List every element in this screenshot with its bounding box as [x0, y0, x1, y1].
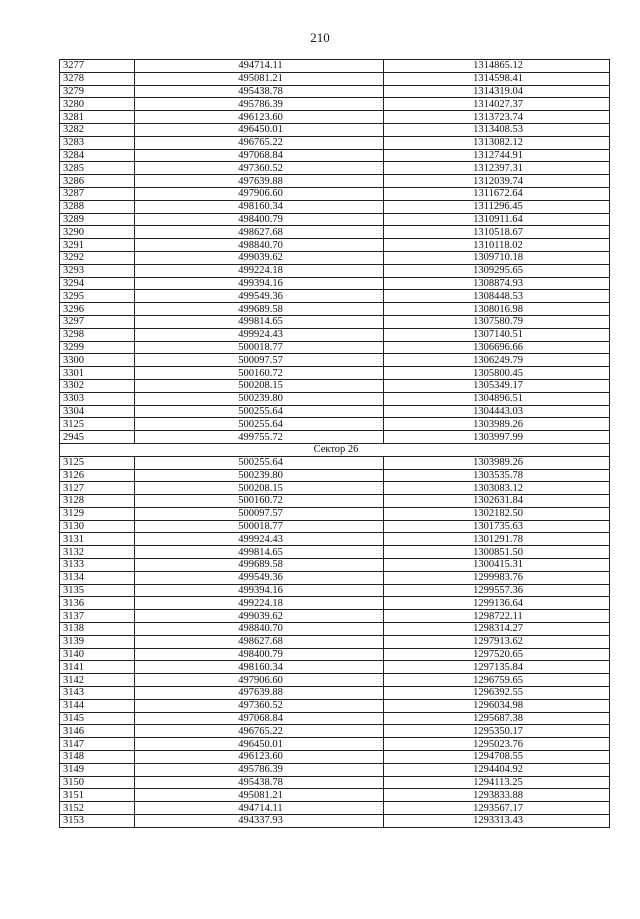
table-row — [60, 610, 610, 623]
point-number: 3278 — [60, 72, 135, 85]
point-number: 3287 — [60, 187, 135, 200]
y-coordinate: 1303535.78 — [384, 469, 610, 482]
y-coordinate: 1293313.43 — [384, 815, 610, 828]
x-coordinate: 495081.21 — [135, 72, 384, 85]
x-coordinate: 496450.01 — [135, 123, 384, 136]
y-coordinate: 1305800.45 — [384, 367, 610, 380]
y-coordinate: 1297520.65 — [384, 648, 610, 661]
x-coordinate: 494714.11 — [135, 802, 384, 815]
point-number: 3137 — [60, 610, 135, 623]
point-number: 3133 — [60, 559, 135, 572]
y-coordinate: 1307580.79 — [384, 315, 610, 328]
y-coordinate: 1294404.92 — [384, 763, 610, 776]
point-number: 3146 — [60, 725, 135, 738]
y-coordinate: 1313408.53 — [384, 123, 610, 136]
table-row — [60, 738, 610, 751]
table-row — [60, 392, 610, 405]
x-coordinate: 497906.60 — [135, 674, 384, 687]
point-number: 3290 — [60, 226, 135, 239]
table-row — [60, 251, 610, 264]
x-coordinate: 499549.36 — [135, 571, 384, 584]
point-number: 3128 — [60, 495, 135, 508]
table-row — [60, 405, 610, 418]
table-row — [60, 725, 610, 738]
y-coordinate: 1297135.84 — [384, 661, 610, 674]
x-coordinate: 496123.60 — [135, 751, 384, 764]
x-coordinate: 499755.72 — [135, 431, 384, 444]
x-coordinate: 498627.68 — [135, 635, 384, 648]
y-coordinate: 1308874.93 — [384, 277, 610, 290]
table-row — [60, 495, 610, 508]
x-coordinate: 498840.70 — [135, 623, 384, 636]
point-number: 3125 — [60, 418, 135, 431]
x-coordinate: 495786.39 — [135, 763, 384, 776]
point-number: 3282 — [60, 123, 135, 136]
table-row — [60, 559, 610, 572]
table-row — [60, 635, 610, 648]
point-number: 3301 — [60, 367, 135, 380]
table-row — [60, 815, 610, 828]
point-number: 3153 — [60, 815, 135, 828]
x-coordinate: 500018.77 — [135, 341, 384, 354]
x-coordinate: 500208.15 — [135, 482, 384, 495]
y-coordinate: 1304443.03 — [384, 405, 610, 418]
table-row — [60, 341, 610, 354]
y-coordinate: 1297913.62 — [384, 635, 610, 648]
x-coordinate: 499394.16 — [135, 277, 384, 290]
y-coordinate: 1311296.45 — [384, 200, 610, 213]
x-coordinate: 497068.84 — [135, 149, 384, 162]
point-number: 3144 — [60, 699, 135, 712]
x-coordinate: 500018.77 — [135, 520, 384, 533]
y-coordinate: 1312039.74 — [384, 175, 610, 188]
x-coordinate: 498400.79 — [135, 648, 384, 661]
x-coordinate: 499814.65 — [135, 546, 384, 559]
point-number: 3143 — [60, 687, 135, 700]
point-number: 3142 — [60, 674, 135, 687]
table-row — [60, 264, 610, 277]
table-row — [60, 546, 610, 559]
table-row — [60, 98, 610, 111]
x-coordinate: 499039.62 — [135, 610, 384, 623]
x-coordinate: 499039.62 — [135, 251, 384, 264]
x-coordinate: 497906.60 — [135, 187, 384, 200]
table-row — [60, 328, 610, 341]
table-row — [60, 482, 610, 495]
x-coordinate: 499689.58 — [135, 559, 384, 572]
x-coordinate: 495786.39 — [135, 98, 384, 111]
point-number: 3138 — [60, 623, 135, 636]
table-row — [60, 802, 610, 815]
y-coordinate: 1298314.27 — [384, 623, 610, 636]
point-number: 3285 — [60, 162, 135, 175]
y-coordinate: 1309710.18 — [384, 251, 610, 264]
y-coordinate: 1302631.84 — [384, 495, 610, 508]
y-coordinate: 1303989.26 — [384, 418, 610, 431]
x-coordinate: 499224.18 — [135, 597, 384, 610]
x-coordinate: 500160.72 — [135, 367, 384, 380]
x-coordinate: 499924.43 — [135, 328, 384, 341]
y-coordinate: 1303083.12 — [384, 482, 610, 495]
point-number: 3148 — [60, 751, 135, 764]
y-coordinate: 1304896.51 — [384, 392, 610, 405]
point-number: 3300 — [60, 354, 135, 367]
table-row — [60, 507, 610, 520]
point-number: 3129 — [60, 507, 135, 520]
y-coordinate: 1308016.98 — [384, 303, 610, 316]
table-row — [60, 290, 610, 303]
table-row — [60, 123, 610, 136]
table-row — [60, 277, 610, 290]
y-coordinate: 1306249.79 — [384, 354, 610, 367]
x-coordinate: 500255.64 — [135, 418, 384, 431]
table-row — [60, 213, 610, 226]
point-number: 3130 — [60, 520, 135, 533]
y-coordinate: 1300851.50 — [384, 546, 610, 559]
y-coordinate: 1300415.31 — [384, 559, 610, 572]
y-coordinate: 1295023.76 — [384, 738, 610, 751]
page-number: 210 — [310, 30, 330, 45]
x-coordinate: 498400.79 — [135, 213, 384, 226]
table-row — [60, 85, 610, 98]
table-row — [60, 712, 610, 725]
point-number: 3134 — [60, 571, 135, 584]
y-coordinate: 1313723.74 — [384, 111, 610, 124]
point-number: 3145 — [60, 712, 135, 725]
table-row — [60, 699, 610, 712]
point-number: 3288 — [60, 200, 135, 213]
table-row — [60, 584, 610, 597]
table-row — [60, 162, 610, 175]
y-coordinate: 1309295.65 — [384, 264, 610, 277]
point-number: 2945 — [60, 431, 135, 444]
coordinates-rows-upper — [60, 60, 610, 444]
table-row — [60, 226, 610, 239]
point-number: 3149 — [60, 763, 135, 776]
y-coordinate: 1310911.64 — [384, 213, 610, 226]
table-row — [60, 789, 610, 802]
x-coordinate: 498840.70 — [135, 239, 384, 252]
y-coordinate: 1295350.17 — [384, 725, 610, 738]
x-coordinate: 495438.78 — [135, 85, 384, 98]
point-number: 3289 — [60, 213, 135, 226]
y-coordinate: 1303989.26 — [384, 456, 610, 469]
y-coordinate: 1293567.17 — [384, 802, 610, 815]
point-number: 3294 — [60, 277, 135, 290]
point-number: 3132 — [60, 546, 135, 559]
x-coordinate: 496123.60 — [135, 111, 384, 124]
y-coordinate: 1296034.98 — [384, 699, 610, 712]
point-number: 3135 — [60, 584, 135, 597]
point-number: 3277 — [60, 60, 135, 73]
x-coordinate: 499814.65 — [135, 315, 384, 328]
y-coordinate: 1301291.78 — [384, 533, 610, 546]
x-coordinate: 498160.34 — [135, 200, 384, 213]
point-number: 3151 — [60, 789, 135, 802]
coordinates-table — [59, 59, 610, 828]
x-coordinate: 497639.88 — [135, 175, 384, 188]
table-row — [60, 111, 610, 124]
x-coordinate: 496765.22 — [135, 136, 384, 149]
point-number: 3152 — [60, 802, 135, 815]
point-number: 3291 — [60, 239, 135, 252]
table-row — [60, 648, 610, 661]
sector-label: Сектор 26 — [60, 443, 610, 456]
table-row — [60, 520, 610, 533]
point-number: 3139 — [60, 635, 135, 648]
table-row — [60, 674, 610, 687]
table-row — [60, 315, 610, 328]
y-coordinate: 1313082.12 — [384, 136, 610, 149]
table-row — [60, 200, 610, 213]
y-coordinate: 1299557.36 — [384, 584, 610, 597]
x-coordinate: 500255.64 — [135, 405, 384, 418]
x-coordinate: 499394.16 — [135, 584, 384, 597]
y-coordinate: 1308448.53 — [384, 290, 610, 303]
point-number: 3299 — [60, 341, 135, 354]
table-row — [60, 431, 610, 444]
y-coordinate: 1296392.55 — [384, 687, 610, 700]
point-number: 3297 — [60, 315, 135, 328]
table-row — [60, 763, 610, 776]
x-coordinate: 497360.52 — [135, 162, 384, 175]
point-number: 3280 — [60, 98, 135, 111]
point-number: 3283 — [60, 136, 135, 149]
table-row — [60, 367, 610, 380]
y-coordinate: 1314319.04 — [384, 85, 610, 98]
x-coordinate: 496765.22 — [135, 725, 384, 738]
y-coordinate: 1299983.76 — [384, 571, 610, 584]
y-coordinate: 1312397.31 — [384, 162, 610, 175]
y-coordinate: 1295687.38 — [384, 712, 610, 725]
table-row — [60, 469, 610, 482]
y-coordinate: 1296759.65 — [384, 674, 610, 687]
x-coordinate: 500208.15 — [135, 379, 384, 392]
table-row — [60, 239, 610, 252]
y-coordinate: 1299136.64 — [384, 597, 610, 610]
point-number: 3140 — [60, 648, 135, 661]
x-coordinate: 500255.64 — [135, 456, 384, 469]
table-row — [60, 661, 610, 674]
x-coordinate: 494337.93 — [135, 815, 384, 828]
table-row — [60, 136, 610, 149]
point-number: 3302 — [60, 379, 135, 392]
x-coordinate: 495438.78 — [135, 776, 384, 789]
x-coordinate: 500239.80 — [135, 392, 384, 405]
x-coordinate: 499924.43 — [135, 533, 384, 546]
x-coordinate: 498160.34 — [135, 661, 384, 674]
y-coordinate: 1310518.67 — [384, 226, 610, 239]
point-number: 3304 — [60, 405, 135, 418]
x-coordinate: 499224.18 — [135, 264, 384, 277]
x-coordinate: 498627.68 — [135, 226, 384, 239]
point-number: 3127 — [60, 482, 135, 495]
table-row — [60, 571, 610, 584]
y-coordinate: 1293833.88 — [384, 789, 610, 802]
table-row — [60, 623, 610, 636]
table-row — [60, 379, 610, 392]
table-row — [60, 149, 610, 162]
point-number: 3292 — [60, 251, 135, 264]
y-coordinate: 1314027.37 — [384, 98, 610, 111]
x-coordinate: 497360.52 — [135, 699, 384, 712]
y-coordinate: 1301735.63 — [384, 520, 610, 533]
point-number: 3298 — [60, 328, 135, 341]
table-row — [60, 751, 610, 764]
point-number: 3303 — [60, 392, 135, 405]
table-row — [60, 776, 610, 789]
y-coordinate: 1298722.11 — [384, 610, 610, 623]
table-row — [60, 303, 610, 316]
x-coordinate: 495081.21 — [135, 789, 384, 802]
sector-header-group — [60, 443, 610, 456]
y-coordinate: 1302182.50 — [384, 507, 610, 520]
x-coordinate: 497639.88 — [135, 687, 384, 700]
point-number: 3286 — [60, 175, 135, 188]
point-number: 3293 — [60, 264, 135, 277]
sector-header-row — [60, 443, 610, 456]
point-number: 3284 — [60, 149, 135, 162]
y-coordinate: 1310118.02 — [384, 239, 610, 252]
table-row — [60, 175, 610, 188]
y-coordinate: 1314865.12 — [384, 60, 610, 73]
point-number: 3125 — [60, 456, 135, 469]
x-coordinate: 500097.57 — [135, 354, 384, 367]
x-coordinate: 500097.57 — [135, 507, 384, 520]
x-coordinate: 500239.80 — [135, 469, 384, 482]
table-row — [60, 418, 610, 431]
point-number: 3141 — [60, 661, 135, 674]
y-coordinate: 1312744.91 — [384, 149, 610, 162]
point-number: 3281 — [60, 111, 135, 124]
table-row — [60, 687, 610, 700]
point-number: 3136 — [60, 597, 135, 610]
table-row — [60, 533, 610, 546]
table-row — [60, 597, 610, 610]
x-coordinate: 497068.84 — [135, 712, 384, 725]
y-coordinate: 1311672.64 — [384, 187, 610, 200]
y-coordinate: 1314598.41 — [384, 72, 610, 85]
table-row — [60, 187, 610, 200]
table-row — [60, 60, 610, 73]
y-coordinate: 1294113.25 — [384, 776, 610, 789]
coordinates-rows-lower — [60, 456, 610, 827]
x-coordinate: 500160.72 — [135, 495, 384, 508]
x-coordinate: 499689.58 — [135, 303, 384, 316]
y-coordinate: 1306696.66 — [384, 341, 610, 354]
y-coordinate: 1305349.17 — [384, 379, 610, 392]
table-row — [60, 354, 610, 367]
y-coordinate: 1307140.51 — [384, 328, 610, 341]
y-coordinate: 1294708.55 — [384, 751, 610, 764]
point-number: 3131 — [60, 533, 135, 546]
point-number: 3279 — [60, 85, 135, 98]
x-coordinate: 499549.36 — [135, 290, 384, 303]
point-number: 3295 — [60, 290, 135, 303]
point-number: 3147 — [60, 738, 135, 751]
table-row — [60, 72, 610, 85]
table-row — [60, 456, 610, 469]
y-coordinate: 1303997.99 — [384, 431, 610, 444]
point-number: 3126 — [60, 469, 135, 482]
x-coordinate: 494714.11 — [135, 60, 384, 73]
x-coordinate: 496450.01 — [135, 738, 384, 751]
point-number: 3296 — [60, 303, 135, 316]
point-number: 3150 — [60, 776, 135, 789]
